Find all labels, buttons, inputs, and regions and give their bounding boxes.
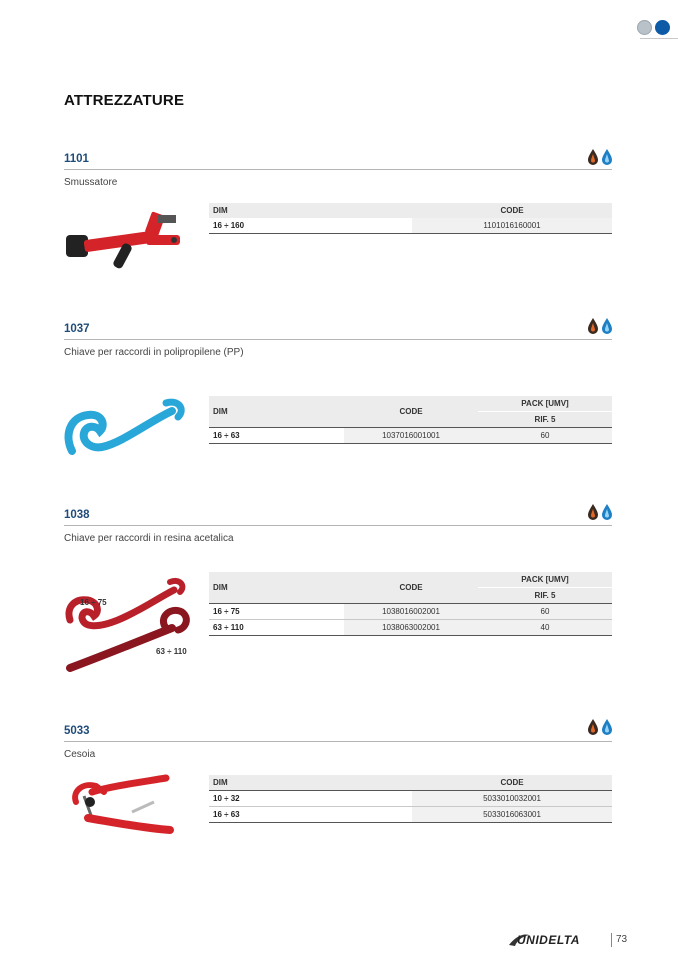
column-header-rif: RIF. 5 <box>478 588 612 604</box>
footer-separator <box>611 933 612 947</box>
page-number: 73 <box>616 934 628 945</box>
section-description-5033: Cesoia <box>64 749 96 760</box>
blue-dot-icon <box>655 20 670 35</box>
spec-table-1101 <box>209 203 612 234</box>
table-cell-code: 1038016002001 <box>344 604 478 620</box>
section-code-1101: 1101 <box>64 153 89 165</box>
water-drops-icon <box>586 503 616 521</box>
table-cell-code: 5033016063001 <box>412 807 612 823</box>
column-header-code: CODE <box>344 396 478 428</box>
table-cell-dim: 10 ÷ 32 <box>209 791 412 807</box>
table-cell-dim: 16 ÷ 160 <box>209 218 412 234</box>
pp-wrench-image <box>62 395 186 461</box>
column-header-dim: DIM <box>209 572 344 604</box>
table-cell-code: 1038063002001 <box>344 620 478 636</box>
table-cell-dim: 16 ÷ 75 <box>209 604 344 620</box>
pipe-cutter-image <box>62 772 180 840</box>
logo-text: UNIDELTA <box>517 933 580 947</box>
section-description-1101: Smussatore <box>64 177 118 188</box>
page-marker-dots <box>634 20 678 40</box>
spec-table-1037 <box>209 396 612 444</box>
section-code-1037: 1037 <box>64 323 90 335</box>
image-label-large: 63 ÷ 110 <box>156 647 187 656</box>
table-cell-code: 1037016001001 <box>344 428 478 444</box>
table-cell-pack: 60 <box>478 604 612 620</box>
column-header-pack: PACK [UMV] <box>478 572 612 588</box>
table-cell-pack: 40 <box>478 620 612 636</box>
column-header-pack: PACK [UMV] <box>478 396 612 412</box>
section-description-1038: Chiave per raccordi in resina acetalica <box>64 533 234 544</box>
water-drops-icon <box>586 148 616 166</box>
column-header-dim: DIM <box>213 778 228 787</box>
table-cell-dim: 16 ÷ 63 <box>209 428 344 444</box>
column-header-code: CODE <box>500 778 524 787</box>
page-title: ATTREZZATURE <box>64 92 185 109</box>
column-header-rif: RIF. 5 <box>478 412 612 428</box>
column-header-dim: DIM <box>209 396 344 428</box>
section-code-5033: 5033 <box>64 725 90 737</box>
column-header-dim: DIM <box>213 206 228 215</box>
column-header-code: CODE <box>500 206 524 215</box>
section-code-1038: 1038 <box>64 509 90 521</box>
table-cell-code: 1101016160001 <box>412 218 612 234</box>
section-divider <box>64 339 612 340</box>
unidelta-logo <box>507 931 607 949</box>
chamfering-tool-image <box>62 205 188 275</box>
section-description-1037: Chiave per raccordi in polipropilene (PP) <box>64 347 244 358</box>
water-drops-icon <box>586 317 616 335</box>
column-header-code: CODE <box>344 572 478 604</box>
acetal-wrenches-image <box>62 574 190 676</box>
table-cell-pack: 60 <box>478 428 612 444</box>
table-cell-dim: 63 ÷ 110 <box>209 620 344 636</box>
image-label-small: 16 ÷ 75 <box>80 598 107 607</box>
section-divider <box>64 525 612 526</box>
spec-table-1038 <box>209 572 612 636</box>
table-cell-code: 5033010032001 <box>412 791 612 807</box>
table-cell-dim: 16 ÷ 63 <box>209 807 412 823</box>
water-drops-icon <box>586 718 616 736</box>
spec-table-5033 <box>209 775 612 823</box>
header-rule <box>640 38 678 39</box>
section-divider <box>64 741 612 742</box>
grey-dot-icon <box>637 20 652 35</box>
section-divider <box>64 169 612 170</box>
